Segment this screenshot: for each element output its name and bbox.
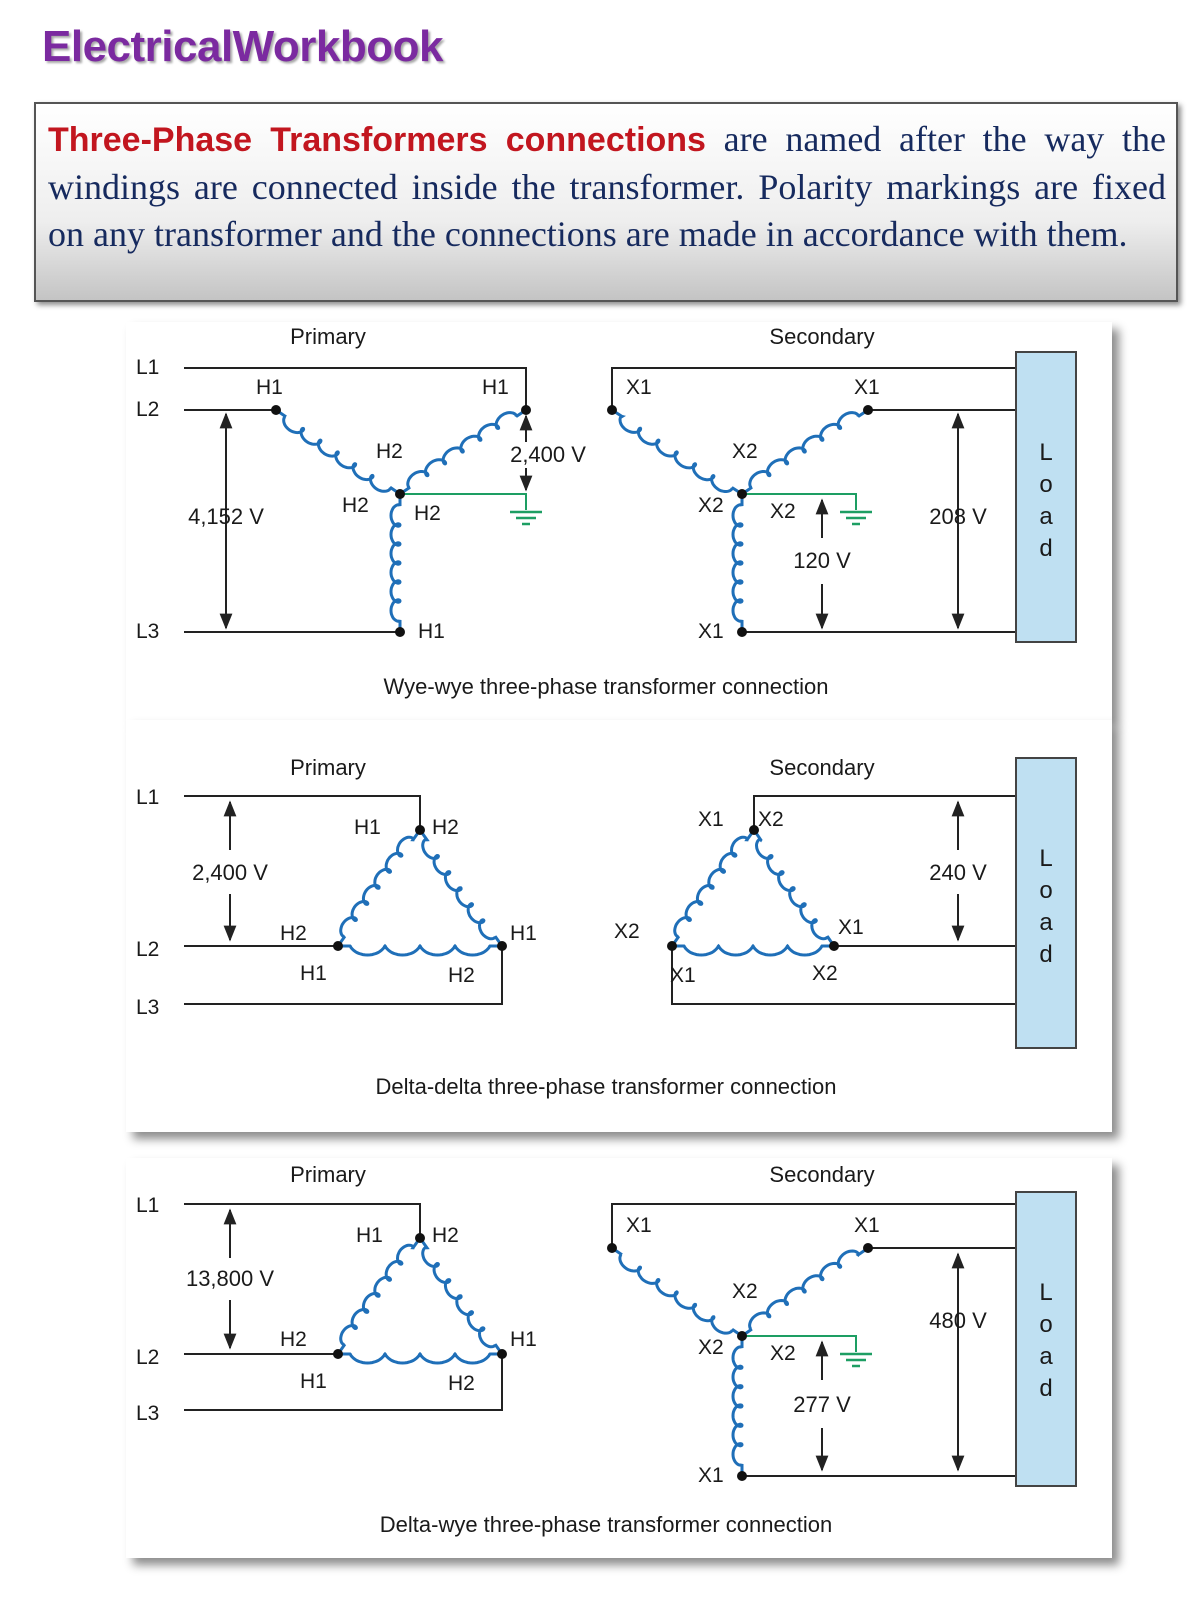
coil-primary-c xyxy=(338,1354,502,1363)
terminal-label: H2 xyxy=(342,494,369,517)
coil-primary-a xyxy=(338,830,420,946)
intro-highlight: Three-Phase Transformers connections xyxy=(48,121,706,159)
terminal-label: X2 xyxy=(770,1342,796,1365)
terminal-label: X1 xyxy=(838,916,864,939)
primary-heading: Primary xyxy=(290,755,366,780)
terminal-label: H1 xyxy=(356,1224,383,1247)
load-letter: d xyxy=(1039,535,1053,562)
coil-primary-c xyxy=(338,946,502,955)
terminal-label: H1 xyxy=(354,816,381,839)
terminal-label: H1 xyxy=(256,376,283,399)
secondary-heading: Secondary xyxy=(769,324,875,349)
load-box xyxy=(1016,1192,1076,1486)
load-letter: d xyxy=(1039,1375,1053,1402)
terminal-label: H1 xyxy=(510,922,537,945)
delta-wye-diagram xyxy=(126,1158,1112,1558)
diagram-caption: Delta-delta three-phase transformer connection xyxy=(375,1074,837,1099)
coil-primary-a xyxy=(338,1238,420,1354)
terminal-label: H1 xyxy=(300,1370,327,1393)
coil-secondary-a xyxy=(612,410,742,494)
terminal-label: H2 xyxy=(432,816,459,839)
voltage-label: 480 V xyxy=(929,1308,987,1333)
terminal-label: X2 xyxy=(732,1280,758,1303)
secondary-heading: Secondary xyxy=(769,1162,875,1187)
terminal-label: X2 xyxy=(770,500,796,523)
terminal-label: H1 xyxy=(300,962,327,985)
terminal-label: X2 xyxy=(698,494,724,517)
terminal-label: X1 xyxy=(854,376,880,399)
delta-delta-diagram xyxy=(126,720,1112,1132)
voltage-label: 13,800 V xyxy=(185,1266,275,1291)
intro-rest: are named after the way the windings are connected inside the transformer. Polarity markings are fixed on any transformer and the connections are made in accordance with them. xyxy=(48,119,1166,254)
line-label-l1: L1 xyxy=(136,786,160,809)
coil-secondary-c xyxy=(733,494,742,632)
terminal-label: X1 xyxy=(854,1214,880,1237)
line-label-l1: L1 xyxy=(136,356,160,379)
diagram-caption: Delta-wye three-phase transformer connection xyxy=(379,1512,833,1537)
brand-logo: ElectricalWorkbook xyxy=(42,22,443,71)
line-label-l2: L2 xyxy=(136,398,160,421)
voltage-label: 2,400 V xyxy=(192,860,268,885)
ground-icon-secondary xyxy=(840,512,872,524)
voltage-label: 2,400 V xyxy=(510,442,586,467)
line-label-l1: L1 xyxy=(136,1194,160,1217)
voltage-label: 208 V xyxy=(929,504,987,529)
terminal-label: X1 xyxy=(698,1464,724,1487)
terminal-label: H1 xyxy=(418,620,445,643)
diagram-caption: Wye-wye three-phase transformer connection xyxy=(383,674,829,699)
load-letter: d xyxy=(1039,941,1053,968)
load-letter: a xyxy=(1039,503,1053,530)
terminal-label: H2 xyxy=(414,502,441,525)
primary-heading: Primary xyxy=(290,324,366,349)
terminal-label: H1 xyxy=(510,1328,537,1351)
terminal-label: X1 xyxy=(626,376,652,399)
voltage-label: 4,152 V xyxy=(188,504,264,529)
primary-heading: Primary xyxy=(290,1162,366,1187)
coil-primary-b xyxy=(420,1238,502,1354)
load-letter: o xyxy=(1039,471,1053,498)
terminal-label: H2 xyxy=(280,1328,307,1351)
terminal-label: X2 xyxy=(732,440,758,463)
ground-icon-primary xyxy=(510,512,542,524)
load-letter: L xyxy=(1039,1279,1053,1306)
line-label-l3: L3 xyxy=(136,1402,160,1425)
coil-secondary-c xyxy=(733,1336,742,1476)
secondary-heading: Secondary xyxy=(769,755,875,780)
terminal-label: X2 xyxy=(812,962,838,985)
terminal-label: H2 xyxy=(280,922,307,945)
coil-secondary-a xyxy=(612,1248,742,1336)
intro-box xyxy=(34,102,1178,302)
coil-secondary-b xyxy=(754,830,834,946)
load-letter: o xyxy=(1039,1311,1053,1338)
terminal-label: X1 xyxy=(670,964,696,987)
coil-primary-b xyxy=(420,830,502,946)
line-label-l2: L2 xyxy=(136,938,160,961)
terminal-label: H2 xyxy=(448,964,475,987)
terminal-label: H2 xyxy=(376,440,403,463)
voltage-label: 277 V xyxy=(793,1392,851,1417)
terminal-label: X1 xyxy=(698,808,724,831)
load-letter: L xyxy=(1039,845,1053,872)
coil-secondary-a xyxy=(672,830,754,946)
voltage-label: 240 V xyxy=(929,860,987,885)
coil-secondary-b xyxy=(742,410,868,494)
voltage-label: 120 V xyxy=(793,548,851,573)
line-label-l2: L2 xyxy=(136,1346,160,1369)
load-letter: a xyxy=(1039,909,1053,936)
coil-secondary-c xyxy=(672,946,834,955)
terminal-label: H2 xyxy=(432,1224,459,1247)
line-label-l3: L3 xyxy=(136,620,160,643)
terminal-label: H1 xyxy=(482,376,509,399)
coil-primary-b xyxy=(400,410,526,494)
terminal-label: H2 xyxy=(448,1372,475,1395)
terminal-label: X1 xyxy=(626,1214,652,1237)
coil-secondary-b xyxy=(742,1248,868,1336)
terminal-label: X2 xyxy=(614,920,640,943)
load-letter: L xyxy=(1039,439,1053,466)
line-label-l3: L3 xyxy=(136,996,160,1019)
load-letter: o xyxy=(1039,877,1053,904)
terminal-label: X2 xyxy=(758,808,784,831)
ground-icon-secondary xyxy=(840,1354,872,1366)
wye-wye-diagram xyxy=(126,322,1112,720)
terminal-label: X1 xyxy=(698,620,724,643)
coil-primary-c xyxy=(391,494,400,632)
intro-text xyxy=(48,116,1166,258)
terminal-label: X2 xyxy=(698,1336,724,1359)
load-letter: a xyxy=(1039,1343,1053,1370)
